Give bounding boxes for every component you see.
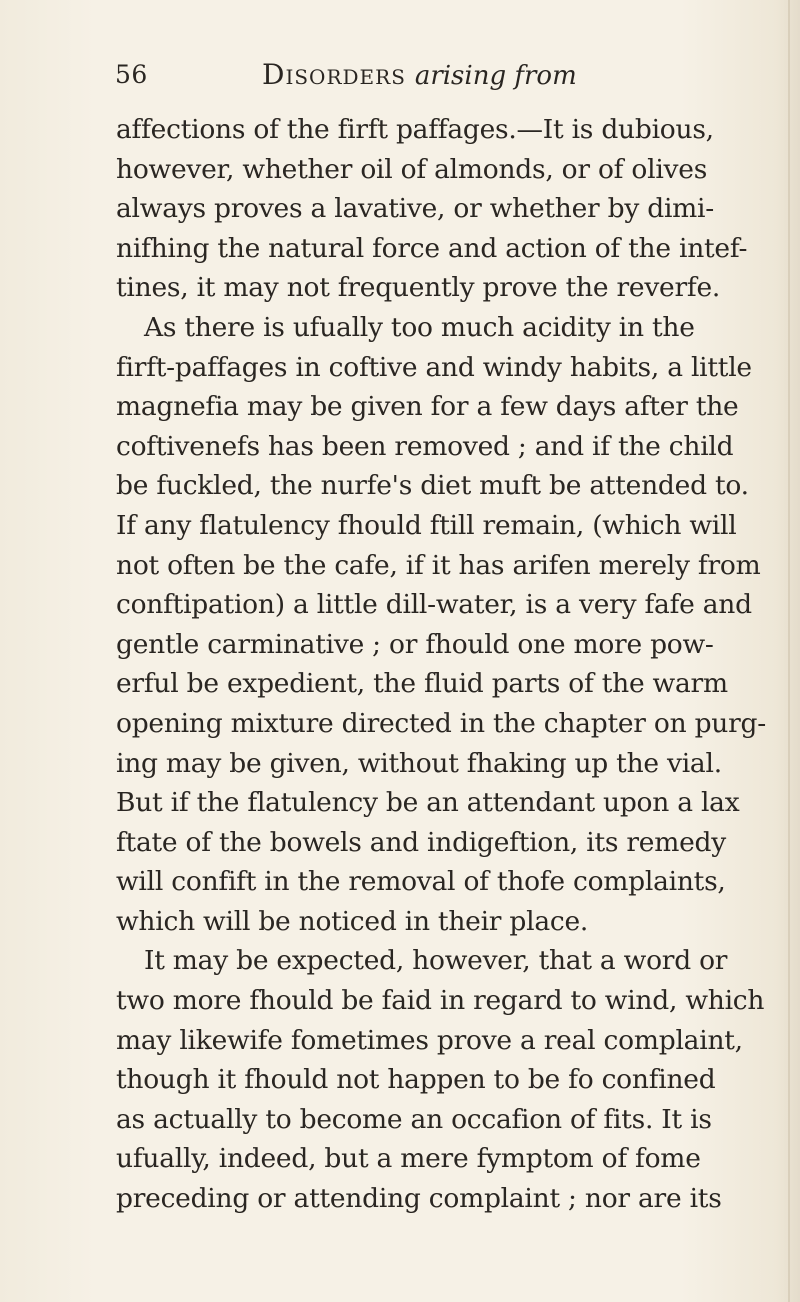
text-line: which will be noticed in their place. [116,905,589,937]
paragraph-start-line: It may be expected, however, that a word or [144,945,728,977]
text-line: preceding or attending complaint ; nor are its [116,1183,722,1215]
text-line: ufually, indeed, but a mere fymptom of fome [116,1143,701,1175]
text-line: not often be the cafe, if it has arifen merely from [116,549,761,581]
running-head [262,58,577,91]
body-text [116,110,778,1219]
text-line: may likewife fometimes prove a real complaint, [116,1024,743,1056]
text-line: gentle carminative ; or fhould one more pow- [116,628,714,660]
page-header [0,52,800,102]
text-line: however, whether oil of almonds, or of olives [116,153,708,185]
page-edge [788,0,790,1302]
text-line: ing may be given, without fhaking up the vial. [116,747,722,779]
text-line: always proves a lavative, or whether by dimi- [116,193,714,225]
text-line: erful be expedient, the fluid parts of the warm [116,668,728,700]
text-line: magnefia may be given for a few days after the [116,391,739,423]
text-line: affections of the firft paffages.—It is dubious, [116,114,714,145]
text-line: two more fhould be faid in regard to wind, which [116,985,765,1017]
running-head-italic: arising from [414,61,577,91]
text-line: conftipation) a little dill-water, is a very fafe and [116,589,752,621]
text-line: as actually to become an occafion of fits. It is [116,1103,712,1135]
text-line: will confift in the removal of thofe complaints, [116,866,726,898]
text-line: opening mixture directed in the chapter on purg- [116,707,766,739]
paragraph-start-line: As there is ufually too much acidity in the [144,311,695,343]
text-line: coftivenefs has been removed ; and if the child [116,430,734,462]
running-head-caps: Disorders [262,58,406,91]
text-line: firft-paffages in coftive and windy habits, a little [116,351,752,383]
text-line: though it fhould not happen to be fo confined [116,1064,716,1096]
text-line: But if the flatulency be an attendant upon a lax [116,787,740,819]
text-line: If any flatulency fhould ftill remain, (which will [116,509,737,541]
page-number: 56 [115,60,148,89]
text-line: tines, it may not frequently prove the reverfe. [116,272,721,304]
text-line: nifhing the natural force and action of the intef- [116,232,748,264]
text-line: be fuckled, the nurfe's diet muft be attended to. [116,470,749,502]
text-line: ftate of the bowels and indigeftion, its remedy [116,826,726,858]
